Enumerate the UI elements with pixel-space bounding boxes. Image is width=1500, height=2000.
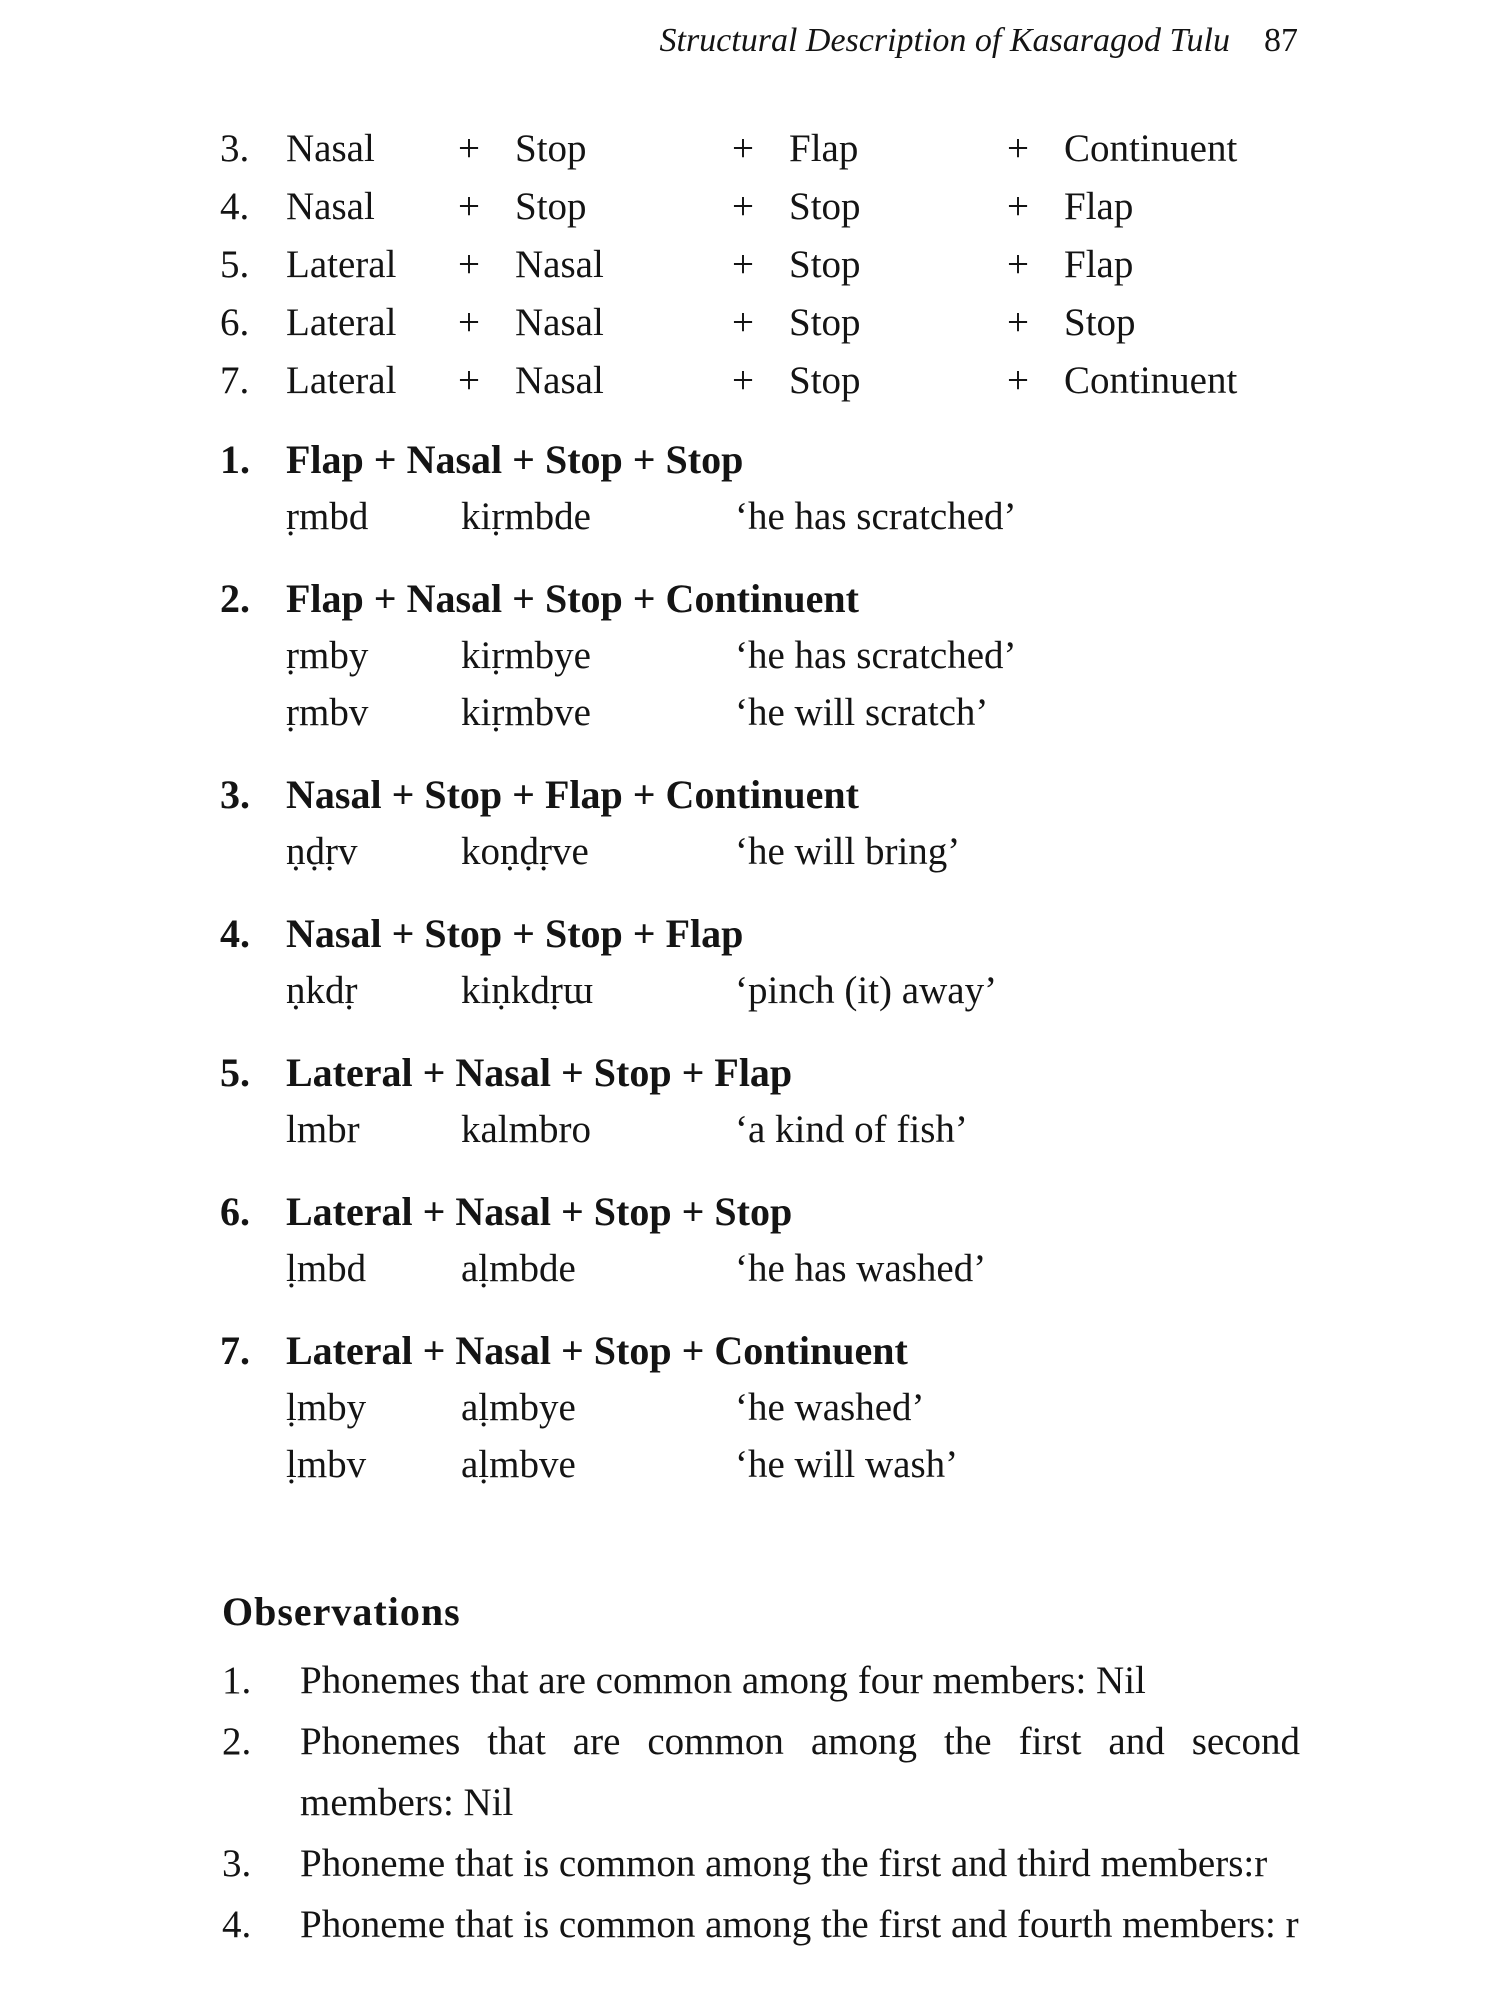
- combination-table: [0, 126, 1500, 416]
- item-text: Phonemes that are common among four members: Nil: [300, 1659, 1146, 1702]
- member-3: Stop: [789, 359, 861, 402]
- cluster-title: Nasal + Stop + Flap + Continuent: [286, 772, 859, 817]
- member-2: Nasal: [515, 243, 604, 286]
- example-gloss: ‘he will scratch’: [735, 691, 989, 734]
- row-number: 3.: [220, 127, 250, 170]
- cluster-title: Lateral + Nasal + Stop + Stop: [286, 1189, 793, 1234]
- member-4: Continuent: [1064, 127, 1238, 170]
- example-cluster: ṇkdṛ: [286, 969, 358, 1012]
- plus-sign: +: [732, 301, 754, 344]
- member-2: Nasal: [515, 359, 604, 402]
- plus-sign: +: [458, 301, 480, 344]
- example-row: [0, 633, 1500, 690]
- example-gloss: ‘he washed’: [735, 1386, 925, 1429]
- observations-heading: Observations: [222, 1589, 461, 1634]
- cluster-number: 6.: [220, 1189, 250, 1234]
- member-1: Nasal: [286, 127, 375, 170]
- example-row: [0, 494, 1500, 551]
- member-2: Stop: [515, 185, 587, 228]
- example-row: [0, 968, 1500, 1025]
- example-gloss: ‘he has washed’: [735, 1247, 987, 1290]
- cluster-section: [0, 1327, 1500, 1499]
- cluster-title: Flap + Nasal + Stop + Continuent: [286, 576, 859, 621]
- item-number: 4.: [222, 1903, 252, 1946]
- cluster-section: [0, 771, 1500, 886]
- cluster-heading: [0, 436, 1500, 494]
- item-text: Phonemes that are common among the first and second members: Nil: [300, 1720, 1300, 1824]
- plus-sign: +: [458, 359, 480, 402]
- member-3: Stop: [789, 243, 861, 286]
- table-row: [0, 242, 1500, 300]
- example-cluster: ṛmbv: [286, 691, 369, 734]
- plus-sign: +: [732, 243, 754, 286]
- cluster-heading: [0, 771, 1500, 829]
- cluster-title: Flap + Nasal + Stop + Stop: [286, 437, 744, 482]
- example-cluster: lmbr: [286, 1108, 360, 1151]
- item-number: 2.: [222, 1720, 252, 1763]
- table-row: [0, 184, 1500, 242]
- cluster-title: Nasal + Stop + Stop + Flap: [286, 911, 744, 956]
- example-word: kiṛmbye: [461, 634, 591, 677]
- cluster-heading: [0, 1188, 1500, 1246]
- plus-sign: +: [1007, 185, 1029, 228]
- example-row: [0, 690, 1500, 747]
- plus-sign: +: [458, 243, 480, 286]
- member-1: Nasal: [286, 185, 375, 228]
- member-4: Flap: [1064, 243, 1134, 286]
- plus-sign: +: [458, 185, 480, 228]
- plus-sign: +: [732, 359, 754, 402]
- plus-sign: +: [732, 127, 754, 170]
- plus-sign: +: [1007, 127, 1029, 170]
- running-header: [0, 22, 1298, 60]
- cluster-number: 4.: [220, 911, 250, 956]
- plus-sign: +: [1007, 243, 1029, 286]
- row-number: 7.: [220, 359, 250, 402]
- member-3: Flap: [789, 127, 859, 170]
- example-gloss: ‘pinch (it) away’: [735, 969, 998, 1012]
- example-word: koṇḍṛve: [461, 830, 589, 873]
- example-word: aḷmbye: [461, 1386, 576, 1429]
- example-gloss: ‘he will bring’: [735, 830, 961, 873]
- example-gloss: ‘he has scratched’: [735, 634, 1017, 677]
- list-item: [0, 1650, 1500, 1711]
- cluster-section: [0, 1049, 1500, 1164]
- example-cluster: ṇḍṛv: [286, 830, 358, 873]
- cluster-number: 5.: [220, 1050, 250, 1095]
- member-2: Stop: [515, 127, 587, 170]
- observations-list: [0, 1650, 1500, 1955]
- example-cluster: ḷmbv: [286, 1443, 367, 1486]
- cluster-sections: [0, 436, 1500, 1523]
- table-row: [0, 300, 1500, 358]
- example-word: aḷmbve: [461, 1443, 576, 1486]
- example-cluster: ṛmby: [286, 634, 369, 677]
- cluster-section: [0, 910, 1500, 1025]
- list-item: [0, 1711, 1500, 1833]
- item-text: Phoneme that is common among the first and third members:r: [300, 1842, 1268, 1885]
- member-4: Continuent: [1064, 359, 1238, 402]
- member-2: Nasal: [515, 301, 604, 344]
- plus-sign: +: [732, 185, 754, 228]
- cluster-title: Lateral + Nasal + Stop + Continuent: [286, 1328, 908, 1373]
- member-4: Stop: [1064, 301, 1136, 344]
- example-cluster: ḷmby: [286, 1386, 367, 1429]
- cluster-section: [0, 436, 1500, 551]
- item-text: Phoneme that is common among the first and fourth members: r: [300, 1903, 1299, 1946]
- page-number: 87: [1264, 22, 1298, 59]
- example-word: kiṛmbve: [461, 691, 591, 734]
- example-word: kalmbro: [461, 1108, 591, 1151]
- member-3: Stop: [789, 301, 861, 344]
- cluster-number: 7.: [220, 1328, 250, 1373]
- member-1: Lateral: [286, 301, 397, 344]
- plus-sign: +: [1007, 301, 1029, 344]
- plus-sign: +: [458, 127, 480, 170]
- list-item: [0, 1894, 1500, 1955]
- member-1: Lateral: [286, 359, 397, 402]
- example-row: [0, 1385, 1500, 1442]
- cluster-number: 1.: [220, 437, 250, 482]
- item-number: 3.: [222, 1842, 252, 1885]
- example-gloss: ‘he has scratched’: [735, 495, 1017, 538]
- row-number: 5.: [220, 243, 250, 286]
- table-row: [0, 126, 1500, 184]
- example-word: kiṛmbde: [461, 495, 591, 538]
- example-row: [0, 829, 1500, 886]
- item-number: 1.: [222, 1659, 252, 1702]
- cluster-number: 2.: [220, 576, 250, 621]
- member-4: Flap: [1064, 185, 1134, 228]
- cluster-heading: [0, 1049, 1500, 1107]
- example-word: kiṇkdṛɯ: [461, 969, 594, 1012]
- example-cluster: ṛmbd: [286, 495, 369, 538]
- cluster-section: [0, 1188, 1500, 1303]
- list-item: [0, 1833, 1500, 1894]
- example-gloss: ‘a kind of fish’: [735, 1108, 968, 1151]
- table-row: [0, 358, 1500, 416]
- example-word: aḷmbde: [461, 1247, 576, 1290]
- row-number: 6.: [220, 301, 250, 344]
- example-row: [0, 1246, 1500, 1303]
- example-row: [0, 1442, 1500, 1499]
- cluster-section: [0, 575, 1500, 747]
- example-cluster: ḷmbd: [286, 1247, 367, 1290]
- cluster-heading: [0, 1327, 1500, 1385]
- member-1: Lateral: [286, 243, 397, 286]
- member-3: Stop: [789, 185, 861, 228]
- example-gloss: ‘he will wash’: [735, 1443, 959, 1486]
- cluster-heading: [0, 575, 1500, 633]
- cluster-number: 3.: [220, 772, 250, 817]
- row-number: 4.: [220, 185, 250, 228]
- example-row: [0, 1107, 1500, 1164]
- plus-sign: +: [1007, 359, 1029, 402]
- cluster-heading: [0, 910, 1500, 968]
- cluster-title: Lateral + Nasal + Stop + Flap: [286, 1050, 793, 1095]
- running-title: Structural Description of Kasaragod Tulu: [659, 22, 1230, 59]
